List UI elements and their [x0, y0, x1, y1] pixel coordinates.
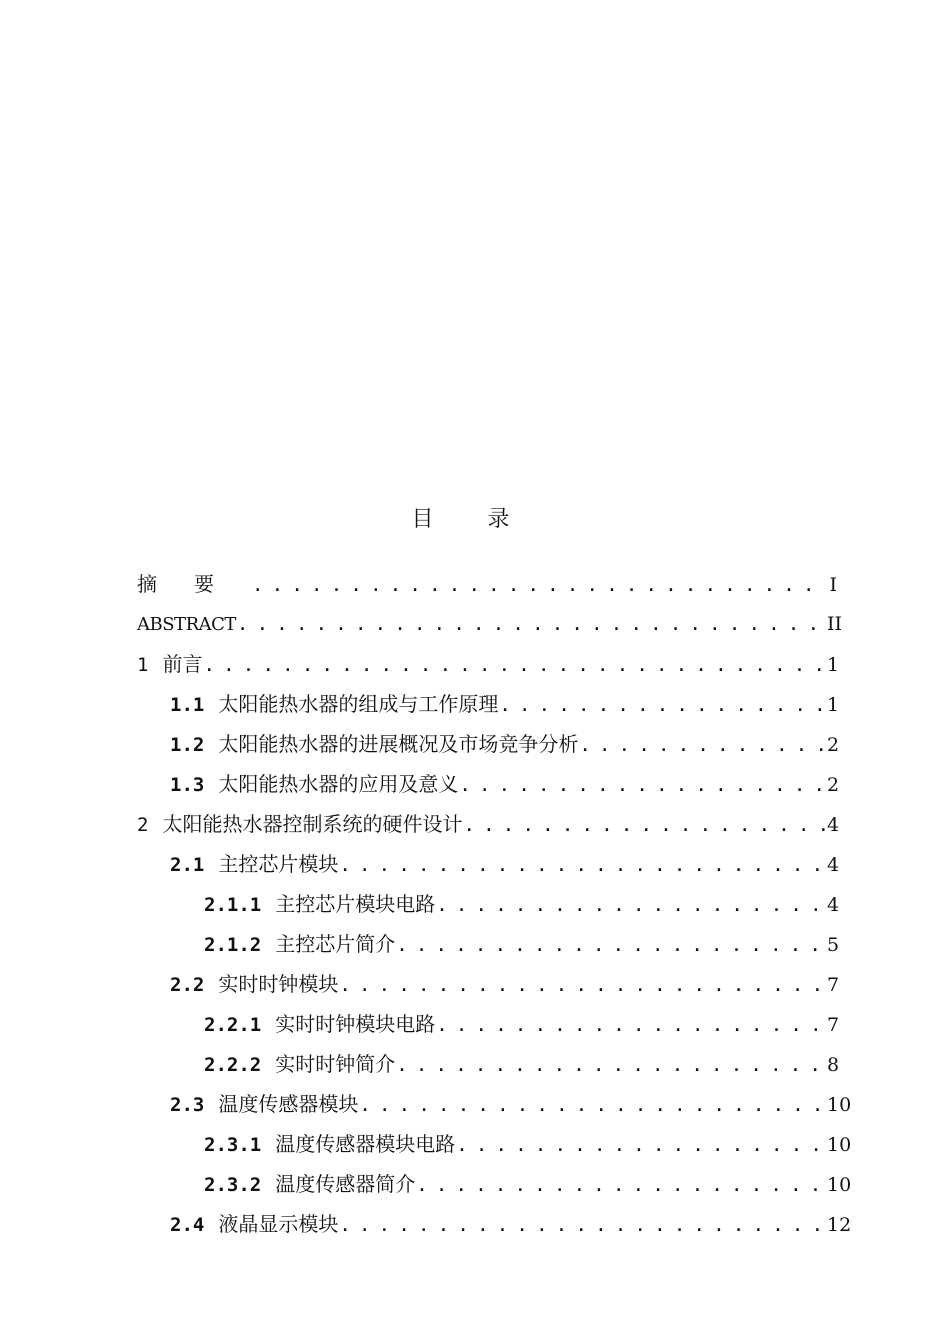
- toc-entry-label: 温度传感器模块: [218, 1092, 359, 1116]
- toc-entry-number: 2.2.2: [204, 1054, 262, 1076]
- toc-entry-2-1-2[interactable]: [137, 930, 840, 970]
- toc-entry-number: 2.2.1: [204, 1014, 262, 1036]
- toc-entry-label: 温度传感器模块电路: [275, 1132, 456, 1156]
- toc-entry-page: 4: [827, 814, 840, 836]
- toc-entry-2-2-2[interactable]: [137, 1050, 840, 1090]
- toc-entry-page: 5: [827, 934, 840, 956]
- toc-entry-page: 10: [827, 1174, 852, 1196]
- toc-entry-page: 4: [827, 894, 840, 916]
- table-of-contents: [137, 570, 852, 1250]
- toc-entry-number: 2: [137, 814, 149, 836]
- dot-leader: [359, 1091, 825, 1119]
- toc-entry-page: 1: [827, 654, 840, 676]
- toc-entry-1[interactable]: [137, 650, 840, 690]
- toc-entry-label: ABSTRACT: [137, 614, 236, 635]
- dot-leader: [463, 811, 825, 839]
- toc-entry-label: 主控芯片简介: [275, 932, 396, 956]
- toc-entry-label: 太阳能热水器的进展概况及市场竞争分析: [218, 732, 579, 756]
- toc-entry-1-1[interactable]: [137, 690, 840, 730]
- toc-entry-label: 太阳能热水器控制系统的硬件设计: [162, 812, 463, 836]
- dot-leader: [459, 771, 825, 799]
- toc-entry-label: 实时时钟模块: [218, 972, 339, 996]
- toc-entry-2[interactable]: [137, 810, 840, 850]
- dot-leader: [396, 931, 825, 959]
- toc-entry-2-1[interactable]: [137, 850, 840, 890]
- toc-entry-label: 实时时钟模块电路: [275, 1012, 436, 1036]
- dot-leader: [339, 971, 825, 999]
- dot-leader: [396, 1051, 825, 1079]
- dot-leader: [499, 691, 825, 719]
- toc-entry-1-2[interactable]: [137, 730, 840, 770]
- toc-entry-number: 1.2: [170, 734, 205, 756]
- dot-leader: [339, 1211, 825, 1239]
- dot-leader: [252, 571, 825, 599]
- dot-leader: [416, 1171, 825, 1199]
- toc-entry-label: 太阳能热水器的应用及意义: [218, 772, 459, 796]
- toc-entry-page: II: [827, 613, 843, 635]
- toc-entry-1-3[interactable]: [137, 770, 840, 810]
- toc-entry-abstract-en[interactable]: [137, 610, 843, 650]
- toc-entry-page: 12: [827, 1214, 852, 1236]
- dot-leader: [237, 610, 825, 638]
- toc-entry-2-1-1[interactable]: [137, 890, 840, 930]
- toc-entry-2-3[interactable]: [137, 1090, 852, 1130]
- toc-entry-2-3-1[interactable]: [137, 1130, 852, 1170]
- toc-entry-page: 4: [827, 854, 840, 876]
- toc-entry-number: 2.1.2: [204, 934, 262, 956]
- toc-entry-abstract-cn[interactable]: [137, 570, 837, 610]
- dot-leader: [579, 731, 825, 759]
- toc-entry-label: 液晶显示模块: [218, 1212, 339, 1236]
- toc-entry-2-2-1[interactable]: [137, 1010, 840, 1050]
- toc-entry-label: 温度传感器简介: [275, 1172, 416, 1196]
- toc-entry-page: 1: [827, 694, 840, 716]
- toc-entry-number: 2.4: [170, 1214, 205, 1236]
- dot-leader: [456, 1131, 825, 1159]
- toc-entry-number: 2.3: [170, 1094, 205, 1116]
- toc-entry-number: 2.1: [170, 854, 205, 876]
- toc-entry-label: 摘要: [137, 572, 251, 596]
- toc-entry-label: 实时时钟简介: [275, 1052, 396, 1076]
- toc-entry-page: 2: [827, 734, 840, 756]
- dot-leader: [203, 651, 825, 679]
- dot-leader: [436, 891, 825, 919]
- toc-entry-label: 主控芯片模块: [218, 852, 339, 876]
- toc-title: 目录: [411, 507, 564, 532]
- toc-entry-number: 2.2: [170, 974, 205, 996]
- toc-entry-label: 主控芯片模块电路: [275, 892, 436, 916]
- toc-entry-number: 2.3.2: [204, 1174, 262, 1196]
- toc-entry-2-2[interactable]: [137, 970, 840, 1010]
- toc-entry-page: 10: [827, 1094, 852, 1116]
- toc-entry-number: 2.3.1: [204, 1134, 262, 1156]
- toc-entry-page: 7: [827, 1014, 840, 1036]
- toc-entry-label: 太阳能热水器的组成与工作原理: [218, 692, 499, 716]
- toc-entry-number: 1.1: [170, 694, 205, 716]
- toc-entry-number: 1.3: [170, 774, 205, 796]
- dot-leader: [436, 1011, 825, 1039]
- toc-entry-page: 8: [827, 1054, 840, 1076]
- toc-entry-page: 2: [827, 774, 840, 796]
- toc-entry-number: 1: [137, 654, 149, 676]
- toc-entry-2-3-2[interactable]: [137, 1170, 852, 1210]
- dot-leader: [339, 851, 825, 879]
- toc-entry-2-4[interactable]: [137, 1210, 852, 1250]
- toc-entry-label: 前言: [162, 652, 203, 676]
- toc-entry-page: I: [829, 574, 837, 596]
- toc-entry-page: 7: [827, 974, 840, 996]
- toc-entry-page: 10: [827, 1134, 852, 1156]
- toc-entry-number: 2.1.1: [204, 894, 262, 916]
